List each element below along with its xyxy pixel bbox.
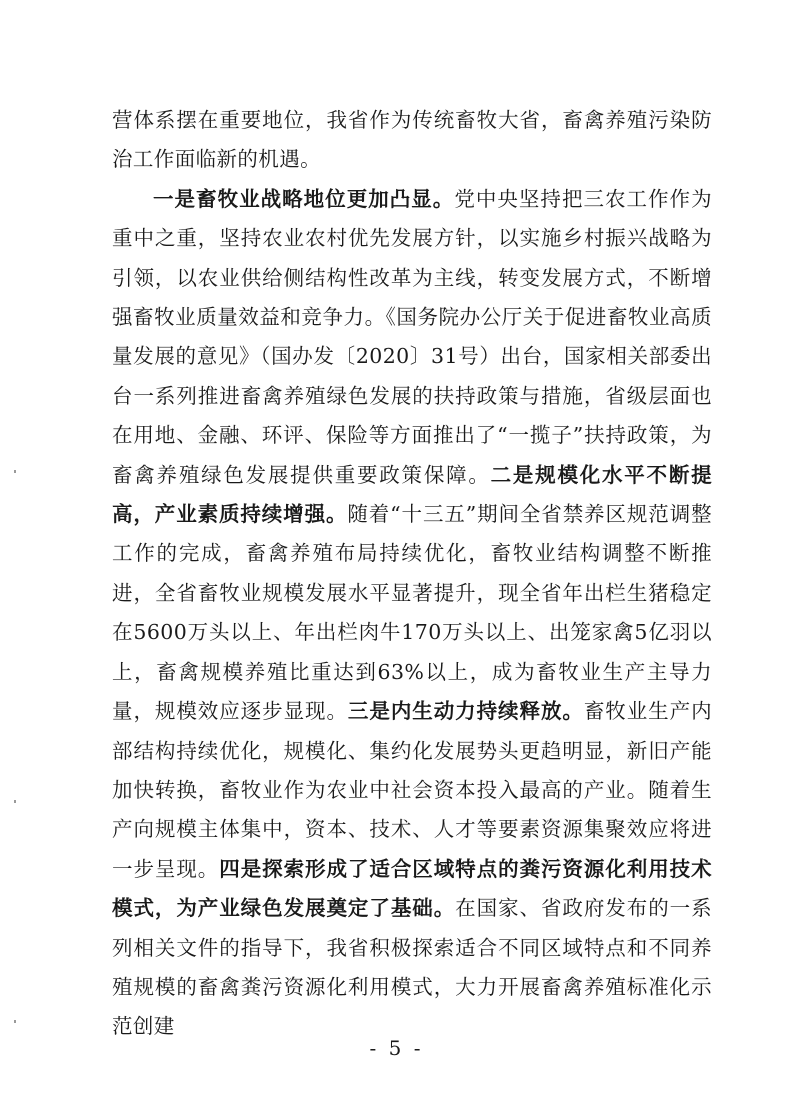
text-span: 在国家、省政府发布的一系列相关文件的指导下，我省积极探索适合不同区域特点和不同养殖规模的畜禽粪污资源化利用模式，大力开展畜禽养殖标准化示范创建: [112, 896, 712, 1039]
heading-point-4: 四是探索形成了适合区域特点的粪污资源化利用技术模式，为产业绿色发展奠定了基础。: [112, 856, 713, 921]
heading-point-3: 三是内生动力持续释放。: [347, 699, 584, 724]
page-number: - 5 -: [369, 1036, 424, 1060]
heading-point-2: 二是规模化水平不断提高，产业素质持续增强。: [112, 462, 712, 527]
paragraph-1: [112, 101, 712, 180]
paragraph-2: [112, 180, 712, 1047]
text-span: 党中央坚持把三农工作作为重中之重，坚持农业农村优先发展方针，以实施乡村振兴战略为引领，以农业供给侧结构性改革为主线，转变发展方式，不断增强畜牧业质量效益和竞争力。《国务院办公厅关于促进畜牧业高质量发展的意见》（国办发〔2020〕31号）出台，国家相关部委出台一系列推进畜禽养殖绿色发展的扶持政策与措施，省级层面也在用地、金融、环评、保险等方面推出了“一揽子”扶持政策，为畜禽养殖绿色发展提供重要政策保障。: [112, 186, 712, 487]
body-text: [112, 101, 712, 1047]
heading-point-1: 一是畜牧业战略地位更加凸显。: [153, 186, 455, 211]
scan-speck: [14, 1020, 16, 1023]
text-span: 营体系摆在重要地位，我省作为传统畜牧大省，畜禽养殖污染防治工作面临新的机遇。: [112, 108, 712, 172]
scan-speck: [14, 800, 16, 803]
text-span: 畜牧业生产内部结构持续优化，规模化、集约化发展势头更趋明显，新旧产能加快转换，畜牧业作为农业中社会资本投入最高的产业。随着生产向规模主体集中，资本、技术、人才等要素资源集聚效应将进一步呈现。: [112, 699, 712, 881]
text-span: 随着“十三五”期间全省禁养区规范调整工作的完成，畜禽养殖布局持续优化，畜牧业结构调整不断推进，全省畜牧业规模发展水平显著提升，现全省年出栏生猪稳定在5600万头以上、年出栏肉牛170万头以上、出笼家禽5亿羽以上，畜禽规模养殖比重达到63%以上，成为畜牧业生产主导力量，规模效应逐步显现。: [112, 502, 712, 724]
scan-speck: [14, 470, 16, 473]
